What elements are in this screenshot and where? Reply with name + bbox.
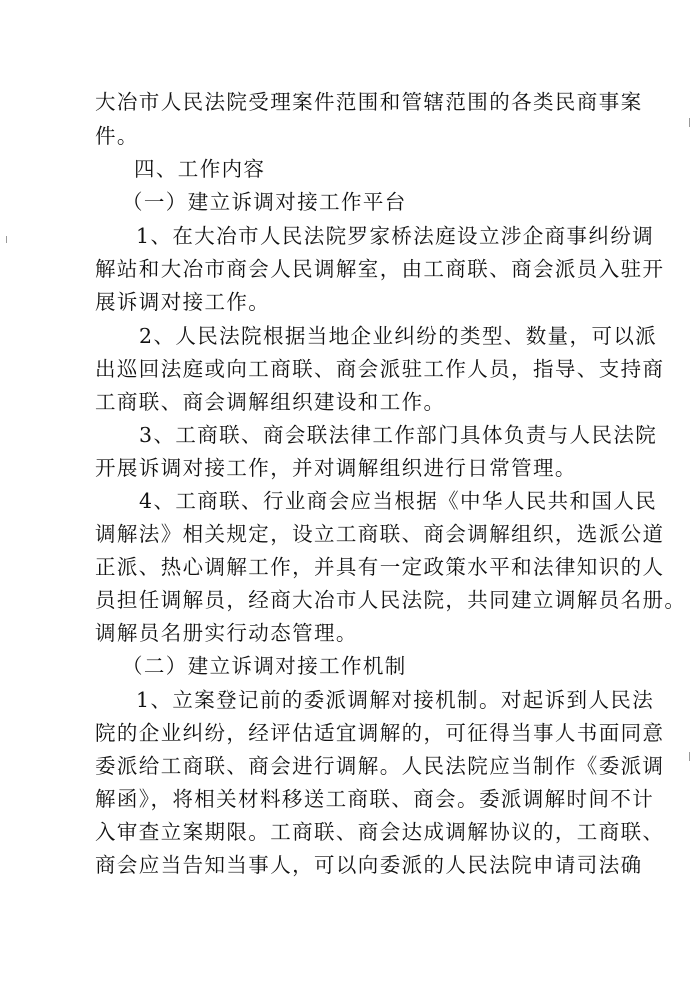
text-line: 1、立案登记前的委派调解对接机制。对起诉到人民法 [136, 688, 655, 712]
text-line: 商会应当告知当事人，可以向委派的人民法院申请司法确 [95, 853, 643, 877]
text-line: 正派、热心调解工作，并具有一定政策水平和法律知识的人 [95, 555, 665, 579]
scan-mark-right-bottom [689, 752, 690, 761]
scan-mark-right-top [689, 118, 690, 127]
text-line: 4、工商联、行业商会应当根据《中华人民共和国人民 [139, 489, 658, 513]
text-line: 件。 [95, 124, 139, 148]
text-line: 出巡回法庭或向工商联、商会派驻工作人员，指导、支持商 [95, 357, 665, 381]
text-line: 1、在大冶市人民法院罗家桥法庭设立涉企商事纠纷调 [136, 224, 655, 248]
section-heading: 四、工作内容 [134, 157, 266, 181]
text-line: 开展诉调对接工作，并对调解组织进行日常管理。 [95, 456, 577, 480]
text-line: 工商联、商会调解组织建设和工作。 [95, 390, 446, 414]
text-line: 解函》，将相关材料移送工商联、商会。委派调解时间不计 [95, 787, 655, 811]
text-line: 展诉调对接工作。 [95, 290, 271, 314]
text-line: 3、工商联、商会联法律工作部门具体负责与人民法院 [139, 423, 658, 447]
text-line: 大冶市人民法院受理案件范围和管辖范围的各类民商事案 [95, 90, 643, 114]
scan-mark-left [6, 236, 7, 243]
text-line: 院的企业纠纷，经评估适宜调解的，可征得当事人书面同意 [95, 721, 665, 745]
subsection-heading: （一）建立诉调对接工作平台 [122, 190, 407, 214]
text-line: 调解员名册实行动态管理。 [95, 621, 358, 645]
text-line: 委派给工商联、商会进行调解。人民法院应当制作《委派调 [95, 754, 665, 778]
text-line: 员担任调解员，经商大冶市人民法院，共同建立调解员名册。 [95, 588, 687, 612]
text-line: 解站和大冶市商会人民调解室，由工商联、商会派员入驻开 [95, 257, 665, 281]
text-line: 调解法》相关规定，设立工商联、商会调解组织，选派公道 [95, 522, 665, 546]
subsection-heading: （二）建立诉调对接工作机制 [122, 654, 407, 678]
text-line: 2、人民法院根据当地企业纠纷的类型、数量，可以派 [139, 324, 658, 348]
text-line: 入审查立案期限。工商联、商会达成调解协议的，工商联、 [95, 820, 665, 844]
